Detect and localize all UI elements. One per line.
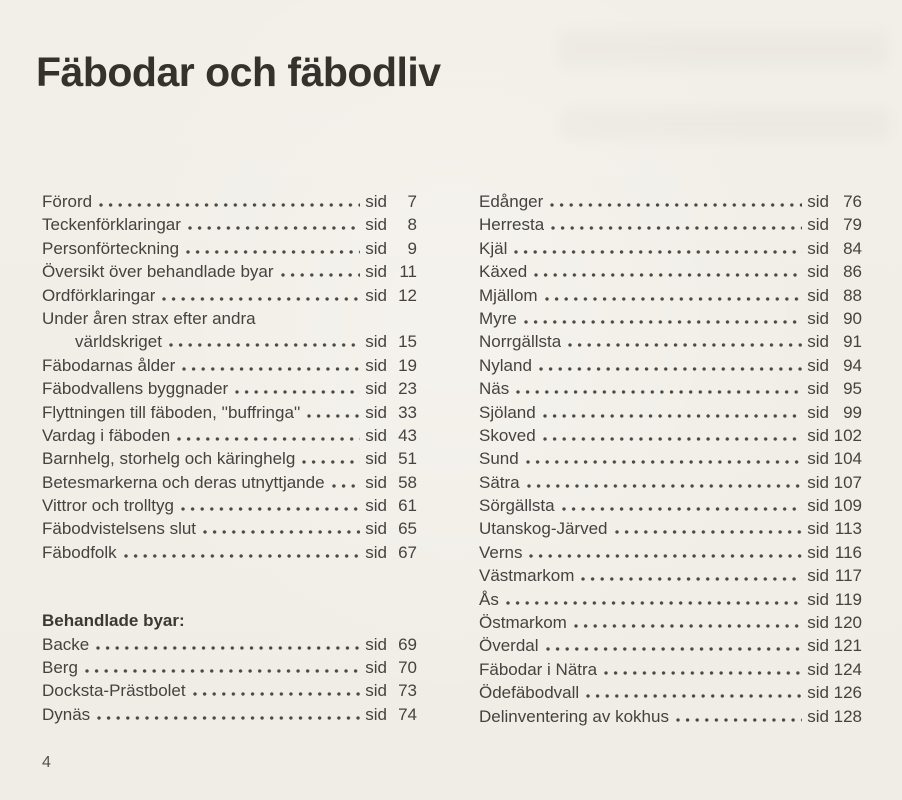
sid-label: sid [365,402,387,422]
dot-leader [546,647,803,651]
sid-label: sid [807,238,829,258]
sid-label: sid [807,285,829,305]
toc-entry [479,541,862,564]
toc-entry [479,447,862,470]
toc-entry-label: Sätra [479,472,520,492]
sid-label: sid [807,519,829,539]
toc-entry [42,633,417,656]
dot-leader [85,669,360,673]
sid-label: sid [807,332,829,352]
toc-page-number: 43 [398,425,417,445]
toc-entry-label: Verns [479,542,523,562]
toc-entry-label: Dynäs [42,704,91,724]
dot-leader [182,367,360,371]
dot-leader [203,530,360,534]
toc-page-number: 94 [843,355,862,375]
dot-leader [539,367,802,371]
toc-page-number: 7 [407,192,417,211]
dot-leader [586,694,802,698]
toc-entry [42,213,417,236]
sid-label: sid [365,215,387,235]
toc-page-number: 104 [833,449,862,469]
toc-page-number: 124 [833,659,862,679]
sid-label: sid [807,496,829,516]
sid-label: sid [807,659,829,679]
toc-entry-label: Mjällom [479,285,538,305]
toc-entry-label: Kjäl [479,238,508,258]
toc-page-number: 86 [843,262,862,282]
toc-entry [479,705,862,728]
toc-page-number: 99 [843,402,862,422]
toc-page-number: 107 [833,472,862,492]
toc-entry-label: Utanskog-Järved [479,519,608,539]
dot-leader [281,273,361,277]
toc-entry-label: Nyland [479,355,532,375]
sid-label: sid [365,379,387,399]
page-title: Fäbodar och fäbodliv [36,49,441,96]
toc-entry-label: Vittror och trolltyg [42,496,174,516]
toc-entry [479,330,862,353]
dot-leader [551,226,802,230]
sid-label: sid [365,658,387,678]
sid-label: sid [807,472,829,492]
toc-entry [479,681,862,704]
toc-page-number: 11 [399,262,417,282]
folio-page-number: 4 [42,754,51,771]
toc-entry-label: Käxed [479,262,528,282]
toc-entry [479,658,862,681]
toc-entry [479,260,862,283]
toc-entry [479,471,862,494]
dot-leader [516,390,802,394]
dot-leader [97,716,360,720]
sid-label: sid [807,262,829,282]
sid-label: sid [807,402,829,422]
toc-entry [42,517,417,540]
sid-label: sid [807,613,829,633]
toc-entry [479,634,862,657]
dot-leader [550,203,802,207]
dot-leader [193,692,361,696]
toc-entry [479,237,862,260]
toc-entry-label: Överdal [479,636,539,656]
toc-page-number: 23 [398,379,417,399]
toc-page-number: 128 [833,706,862,726]
dot-leader [562,507,803,511]
toc-entry [42,679,417,702]
toc-entry [479,190,862,213]
sid-label: sid [365,262,387,282]
toc-page-number: 121 [833,636,862,656]
toc-entry-label: Ödefäbodvall [479,683,580,703]
toc-page-number: 58 [398,472,417,492]
toc-entry-label: Myre [479,308,517,328]
toc-entry [479,517,862,540]
toc-entry-label: Fäbodvallens byggnader [42,379,229,399]
sid-label: sid [807,355,829,375]
dot-leader [527,484,803,488]
sid-label: sid [807,706,829,726]
toc-entry-label: Fäbodar i Nätra [479,659,598,679]
toc-page-number: 65 [398,519,417,539]
toc-entry [42,354,417,377]
toc-entry-label: Herresta [479,215,545,235]
dot-leader [534,273,802,277]
sid-label: sid [365,472,387,492]
toc-entry-label: Fäbodarnas ålder [42,355,176,375]
sid-label: sid [807,542,829,562]
dot-leader [568,343,802,347]
dot-leader [543,414,803,418]
sid-label: sid [365,542,387,562]
toc-page-number: 120 [833,613,862,633]
toc-entry [42,377,417,400]
toc-page-number: 109 [833,496,862,516]
toc-page-number: 102 [833,425,862,445]
toc-entry [42,260,417,283]
dot-leader [186,250,360,254]
toc-entry [42,401,417,424]
toc-entry-label: Sjöland [479,402,536,422]
dot-leader [307,414,360,418]
sid-label: sid [365,681,387,701]
sid-label: sid [807,192,829,211]
toc-entry [42,541,417,564]
toc-page-number: 9 [407,238,417,258]
dot-leader [162,297,360,301]
toc-entry-label: Vardag i fäboden [42,425,171,445]
toc-entry [479,494,862,517]
sid-label: sid [365,238,387,258]
sid-label: sid [365,192,387,211]
toc-page-number: 8 [407,215,417,235]
toc-entry-label: Östmarkom [479,613,567,633]
toc-entry-label: Under åren strax efter andra [42,308,256,328]
toc-column-left [42,190,417,726]
dot-leader [545,297,803,301]
toc-page-number: 69 [398,634,417,654]
toc-page-number: 113 [834,519,862,539]
toc-page-number: 119 [834,589,862,609]
toc-entry-label: Betesmarkerna och deras utnyttjande [42,472,325,492]
toc-entry-label: Behandlade byar: [42,611,185,631]
toc-page-number: 126 [833,683,862,703]
toc-entry-label: Sörgällsta [479,496,555,516]
toc-page-number: 117 [834,566,862,586]
sid-label: sid [365,449,387,469]
toc-entry-label: Berg [42,658,78,678]
dot-leader [543,437,803,441]
toc-entry [479,424,862,447]
sid-label: sid [365,704,387,724]
toc-page-number: 51 [398,449,417,469]
dot-leader [506,601,802,605]
sid-label: sid [807,636,829,656]
toc-page-number: 84 [843,238,862,258]
dot-leader [177,437,360,441]
toc-entry [479,284,862,307]
dot-leader [181,507,360,511]
sid-label: sid [807,379,829,399]
toc-entry [42,471,417,494]
toc-entry [479,354,862,377]
toc-entry-label: Näs [479,379,510,399]
dot-leader [235,390,360,394]
toc-entry-label: Fäbodvistelsens slut [42,519,197,539]
toc-entry [42,237,417,260]
toc-entry [479,213,862,236]
sid-label: sid [807,589,829,609]
toc-entry-label: Flyttningen till fäboden, ''buffringa'' [42,402,301,422]
sid-label: sid [365,496,387,516]
toc-entry-label: Barnhelg, storhelg och käringhelg [42,449,296,469]
toc-entry-label: Ordförklaringar [42,285,156,305]
dot-leader [526,460,803,464]
dot-leader [99,203,360,207]
toc-entry [479,588,862,611]
toc-entry-label: Backe [42,634,90,654]
toc-page-number: 90 [843,308,862,328]
toc-entry-label: Norrgällsta [479,332,562,352]
toc-page-number: 19 [398,355,417,375]
toc-entry-label: världskriget [75,332,162,352]
toc-entry-label: Ås [479,589,499,609]
dot-leader [96,646,360,650]
dot-leader [581,577,802,581]
toc-page-number: 70 [398,658,417,678]
toc-entry-label: Personförteckning [42,238,180,258]
sid-label: sid [807,449,829,469]
dot-leader [302,460,360,464]
sid-label: sid [807,425,829,445]
sid-label: sid [807,566,829,586]
toc-page-number: 95 [843,379,862,399]
dot-leader [514,250,802,254]
toc-entry-label: Edånger [479,192,544,211]
toc-page-number: 73 [398,681,417,701]
toc-entry [42,494,417,517]
dot-leader [332,484,361,488]
toc-entry [42,330,417,353]
sid-label: sid [365,425,387,445]
toc-page-number: 91 [843,332,862,352]
toc-column-right [479,190,862,728]
sid-label: sid [807,308,829,328]
sid-label: sid [365,355,387,375]
toc-page-number: 88 [843,285,862,305]
toc-entry [42,307,417,330]
print-bleed-artifact [558,30,888,68]
dot-leader [574,624,802,628]
toc-section-header [42,609,417,632]
print-bleed-artifact [560,108,890,140]
toc-entry [479,401,862,424]
toc-entry [479,377,862,400]
dot-leader [615,530,803,534]
toc-entry-label: Skoved [479,425,536,445]
toc-entry-label: Fäbodfolk [42,542,117,562]
dot-leader [124,554,361,558]
dot-leader [524,320,802,324]
toc-entry-label: Teckenförklaringar [42,215,181,235]
toc-entry [42,284,417,307]
toc-page-number: 33 [398,402,417,422]
toc-entry [42,656,417,679]
sid-label: sid [807,215,829,235]
dot-leader [188,226,360,230]
toc-entry-label: Förord [42,192,93,211]
toc-entry-label: Delinventering av kokhus [479,706,669,726]
toc-entry [42,447,417,470]
toc-page-number: 76 [843,192,862,211]
sid-label: sid [365,634,387,654]
toc-entry-label: Sund [479,449,519,469]
toc-entry-label: Översikt över behandlade byar [42,262,274,282]
dot-leader [529,554,802,558]
toc-page-number: 15 [398,332,417,352]
dot-leader [676,718,802,722]
toc-page-number: 61 [398,496,417,516]
toc-page-number: 67 [398,542,417,562]
toc-entry [479,307,862,330]
sid-label: sid [365,285,387,305]
dot-leader [604,671,802,675]
toc-entry [42,190,417,213]
toc-entry-label: Docksta-Prästbolet [42,681,186,701]
toc-page-number: 74 [398,704,417,724]
toc-page-number: 79 [843,215,862,235]
toc-entry [42,424,417,447]
toc-entry-label: Västmarkom [479,566,575,586]
toc-page-number: 116 [834,542,862,562]
sid-label: sid [365,332,387,352]
dot-leader [169,343,360,347]
toc-page-number: 12 [398,285,417,305]
toc-entry [42,703,417,726]
toc-entry [479,564,862,587]
toc-entry [479,611,862,634]
sid-label: sid [807,683,829,703]
sid-label: sid [365,519,387,539]
